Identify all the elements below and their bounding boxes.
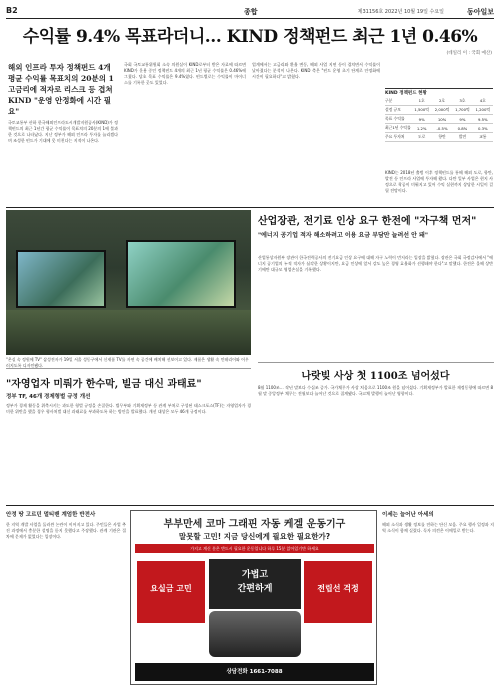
ad-subtitle: 말못할 고민! 지금 당신에게 필요한 필요한가? (178, 532, 331, 541)
table-row: 설정 규모 1,500억 2,000억 1,700억 1,200억 (385, 106, 493, 115)
right-bottom-headline: 이세는 늘어난 아세의 (382, 512, 434, 518)
ad-phone[interactable]: 상담전화 1661-7088 (135, 663, 374, 681)
table-row: 목표 수익률 9% 10% 9% 9.5% (385, 115, 493, 124)
story4-body: 정부가 경제 활동을 위축시키는 과도한 형벌 규정을 손질한다. 법무부와 기획재정부 등 관계 부처로 구성된 태스크포스(TF)는 자영업자가 경미한 위반을 했을 경우 형사처벌 대신 과태료를 부과하도록 하는 방안을 발표했다. 개선 대상은 모두 46개 규정이다. (6, 403, 251, 414)
story3-headline: 나랏빚 사상 첫 1100조 넘어섰다 (301, 371, 450, 382)
advertisement[interactable] (130, 510, 377, 685)
story-divider (6, 368, 251, 369)
issue-date: 제31156호 2022년 10월 19일 수요일 (357, 9, 444, 15)
page-number: B2 (6, 6, 18, 15)
story4-subhead: 정부 TF, 46개 경제형벌 규정 개선 (6, 394, 91, 400)
left-bottom-headline: 안정 땅 고르던 멀티밴 계엄한 반전사 (6, 512, 96, 518)
bottom-rule (6, 505, 494, 506)
lead-summary: 해외 인프라 투자 정책펀드 4개 평균 수익률 목표치의 20분의 1 고금리에 적자로 리스크 등 겹쳐 KIND "운영 안정화에 시간 필요" (8, 63, 114, 116)
article-column-4: KIND는 2018년 출범 이후 정책펀드를 통해 해외 도로, 항만, 발전 등 인프라 사업에 투자해 왔다. 다만 일부 사업은 현지 사정으로 착공이 미뤄지고 있어 수익 실현까지 상당한 시일이 걸릴 전망이다. (385, 170, 493, 193)
story4-headline: "자영업자 미뤄가 한수막, 빌금 대신 과태료" (6, 379, 202, 390)
table-row: 최근1년 수익률 1.2% -0.5% 0.8% 0.3% (385, 124, 493, 133)
ad-badge-left: 요실금 고민 (137, 561, 205, 623)
ad-title: 부부만세 코마 그래핀 자동 케겔 운동기구 (163, 519, 346, 530)
tv-screen-right (126, 240, 236, 308)
article-column-2: 국회 국토교통위원회 소속 의원실이 KIND로부터 받은 자료에 따르면 KIND가 운용 중인 정책펀드 4개의 최근 1년 평균 수익률은 0.46%에 그쳤다. 당초 목표 수익률은 9.4%였다. 펀드별로는 수익률이 마이너스를 기록한 곳도 있었다. (124, 62, 246, 85)
main-headline: 수익률 9.4% 목표라더니… KIND 정책펀드 최근 1년 0.46% (22, 27, 478, 47)
tv-photo (6, 210, 251, 355)
table-row: 구분 1호 2호 3호 4호 (385, 97, 493, 106)
photo-caption: "온실 속 정원에 TV" 삼성전자가 19일 서울 성동구에서 신제품 TV를 자연 속 공간에 배치해 선보이고 있다. 제품은 생활 속 인테리어와 어우러지도록 디자인됐다. (6, 357, 249, 368)
ad-strip: 가지고 계신 분은 반드시 필요한 운동입니다 하루 15분 앉아있기만 하세요 (135, 544, 374, 553)
article-column-3: 업계에서는 고금리와 환율 변동, 해외 사업 지연 등이 겹치면서 수익률이 낮아졌다는 분석이 나온다. KIND 측은 "펀드 운영 초기 단계로 안정화에 시간이 필요하다"고 밝혔다. (252, 62, 380, 79)
ad-badge-right: 전립선 걱정 (304, 561, 372, 623)
right-bottom-body: 해외 소식과 생활 정보를 전하는 단신 모음. 주요 행사 일정과 지역 소식이 함께 실렸다. 독자 의견은 이메일로 받는다. (382, 522, 494, 533)
table-row: 주요 투자처 도로 항만 발전 교통 (385, 133, 493, 142)
section-label: 종합 (244, 8, 258, 16)
product-image (209, 611, 301, 657)
fund-table (385, 88, 493, 168)
tv-screen-left (16, 250, 106, 308)
page-header (6, 6, 494, 18)
section-rule (6, 207, 494, 208)
left-bottom-body: 한 지역 개발 사업을 둘러싼 논란이 이어지고 있다. 주민들은 사업 추진 과정에서 충분한 설명을 듣지 못했다고 주장했다. 관계 기관은 절차에 문제가 없었다는 입장이다. (6, 522, 126, 539)
story2-body: 산업통상자원부 장관이 한국전력공사의 전기요금 인상 요구에 대해 자구 노력이 먼저라는 입장을 밝혔다. 장관은 국회 국정감사에서 "에너지 공기업의 누적 적자가 심각한 상황이지만, 요금 인상에 앞서 강도 높은 경영 효율화가 선행돼야 한다"고 말했다. 한전은 올해 상반기에만 대규모 영업손실을 기록했다. (258, 255, 493, 272)
story2-subhead: "에너지 공기업 적자 해소하려고 이용 요금 부담만 늘려선 안 돼" (258, 232, 428, 239)
byline: (데일리 이 : 국회 예산) (446, 51, 492, 56)
table-title: KIND 정책펀드 현황 (385, 91, 427, 96)
photo-ground (6, 310, 251, 355)
story2-headline: 산업장관, 전기료 인상 요구 한전에 "자구책 먼저" (258, 216, 477, 227)
story-divider (258, 362, 494, 363)
story3-body: 8월 1100조… 작년 말보다 수십조 증가. 국가채무가 사상 처음으로 1100조 원을 넘어섰다. 기획재정부가 발표한 재정동향에 따르면 8월 말 중앙정부 채무는 전월보다 늘어난 것으로 집계됐다. 국고채 발행이 늘어난 영향이다. (258, 385, 493, 396)
header-rule (6, 18, 494, 19)
paper-logo: 동아일보 (466, 8, 494, 16)
article-column-1: 국토교통부 산하 한국해외인프라도시개발지원공사(KIND)가 정책펀드의 최근 1년간 평균 수익률이 목표치의 20분의 1에 불과한 것으로 나타났다. 지난 정부가 해외 인프라 투자를 늘리겠다며 조성한 펀드가 기대에 못 미친다는 지적이 나온다. (8, 120, 118, 143)
ad-center-panel: 가볍고 간편하게 (209, 559, 301, 609)
